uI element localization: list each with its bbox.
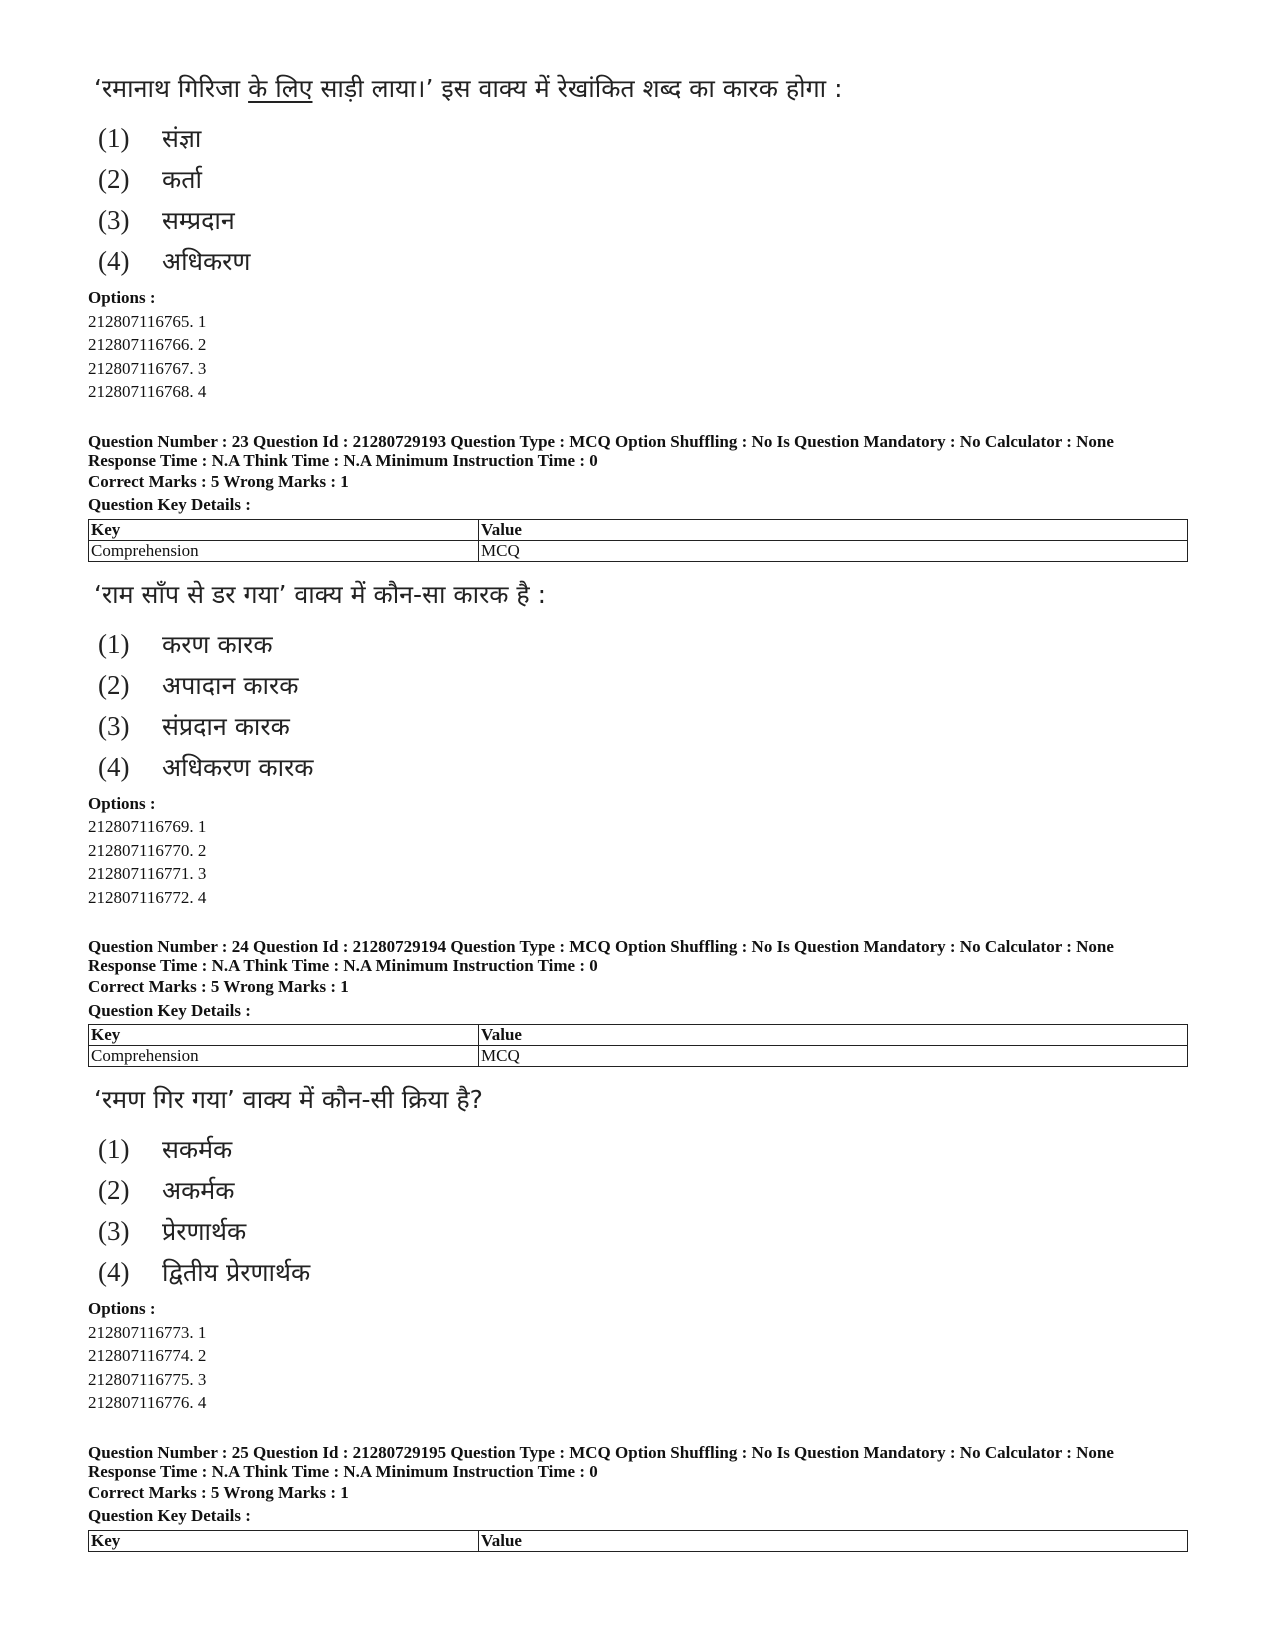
table-header-key: Key	[89, 1025, 479, 1046]
answer-option	[98, 747, 1188, 788]
option-id: 212807116771. 3	[88, 864, 207, 883]
table-cell-value: MCQ	[479, 1046, 1188, 1067]
option-text: करण कारक	[162, 629, 273, 659]
option-text: अधिकरण कारक	[162, 752, 314, 782]
option-text: अकर्मक	[162, 1176, 235, 1205]
answer-option	[98, 706, 1188, 747]
option-text: अपादान कारक	[162, 670, 299, 700]
option-text: संप्रदान कारक	[162, 711, 290, 741]
option-text: सकर्मक	[162, 1135, 233, 1164]
option-number: (2)	[98, 1175, 130, 1205]
key-details-label: Question Key Details :	[88, 1506, 251, 1525]
answer-option	[98, 1252, 1188, 1293]
table-header-value: Value	[479, 1025, 1188, 1046]
option-id: 212807116767. 3	[88, 358, 207, 378]
question-stem: ‘रमण गिर गया’ वाक्य में कौन-सी क्रिया है?	[94, 1085, 483, 1114]
option-id: 212807116772. 4	[88, 887, 207, 907]
option-id: 212807116775. 3	[88, 1369, 207, 1389]
question-stem	[94, 60, 1188, 118]
answer-option	[98, 241, 1188, 282]
option-number: (3)	[98, 710, 130, 741]
options-label: Options :	[88, 793, 156, 813]
option-text: द्वितीय प्रेरणार्थक	[162, 1258, 311, 1287]
option-number: (4)	[98, 1257, 130, 1287]
stem-text: ‘रमानाथ गिरिजा	[94, 74, 249, 103]
options-label: Options :	[88, 288, 156, 307]
answer-option	[98, 624, 1188, 665]
exam-page	[88, 60, 1188, 1556]
question-header: Question Number : 24 Question Id : 21280729194 Question Type : MCQ Option Shuffling : No Is Question Mandatory : No Calculator : None	[88, 937, 1114, 956]
question-timing: Response Time : N.A Think Time : N.A Minimum Instruction Time : 0	[88, 956, 598, 975]
answer-option	[98, 1170, 1188, 1211]
answer-option	[98, 1211, 1188, 1252]
option-number: (2)	[98, 669, 130, 700]
key-details-label: Question Key Details :	[88, 495, 251, 514]
option-number: (3)	[98, 205, 130, 235]
underlined-word: के लिए	[248, 74, 313, 103]
options-label: Options :	[88, 1299, 156, 1318]
question-22	[88, 60, 1188, 404]
question-timing: Response Time : N.A Think Time : N.A Minimum Instruction Time : 0	[88, 1461, 598, 1481]
option-number: (2)	[98, 164, 130, 194]
table-cell-value: MCQ	[479, 540, 1188, 561]
option-id: 212807116774. 2	[88, 1346, 207, 1365]
answer-option	[98, 159, 1188, 200]
question-23	[88, 432, 1188, 910]
option-id: 212807116776. 4	[88, 1393, 207, 1412]
option-number: (4)	[98, 751, 130, 782]
question-25	[88, 1443, 1188, 1552]
key-details-table	[88, 1530, 1188, 1552]
option-text: अधिकरण	[162, 247, 251, 276]
option-number: (1)	[98, 628, 130, 659]
table-header-key: Key	[89, 1530, 479, 1551]
question-stem: ‘राम साँप से डर गया’ वाक्य में कौन-सा कारक है :	[94, 579, 547, 609]
option-id: 212807116766. 2	[88, 335, 207, 354]
option-id: 212807116770. 2	[88, 840, 207, 860]
option-number: (3)	[98, 1216, 130, 1246]
option-id: 212807116769. 1	[88, 817, 207, 836]
option-text: सम्प्रदान	[162, 206, 235, 235]
table-cell-key: Comprehension	[89, 540, 479, 561]
option-number: (1)	[98, 123, 130, 153]
stem-text: साड़ी लाया।’ इस वाक्य में रेखांकित शब्द का कारक होगा :	[312, 74, 843, 103]
question-marks: Correct Marks : 5 Wrong Marks : 1	[88, 977, 349, 996]
option-number: (4)	[98, 246, 130, 276]
answer-option	[98, 1129, 1188, 1170]
question-timing: Response Time : N.A Think Time : N.A Minimum Instruction Time : 0	[88, 450, 598, 470]
option-number: (1)	[98, 1134, 130, 1164]
key-details-table	[88, 519, 1188, 562]
answer-option	[98, 118, 1188, 159]
question-marks: Correct Marks : 5 Wrong Marks : 1	[88, 1482, 349, 1502]
option-text: प्रेरणार्थक	[162, 1217, 247, 1246]
question-24	[88, 937, 1188, 1415]
option-text: कर्ता	[162, 165, 202, 194]
table-header-key: Key	[89, 519, 479, 540]
question-marks: Correct Marks : 5 Wrong Marks : 1	[88, 471, 349, 491]
answer-option	[98, 665, 1188, 706]
answer-option	[98, 200, 1188, 241]
option-text: संज्ञा	[162, 124, 202, 153]
table-header-value: Value	[479, 1530, 1188, 1551]
option-id: 212807116773. 1	[88, 1322, 207, 1342]
table-cell-key: Comprehension	[89, 1046, 479, 1067]
option-id: 212807116765. 1	[88, 311, 207, 331]
key-details-table	[88, 1024, 1188, 1067]
option-id: 212807116768. 4	[88, 382, 207, 401]
key-details-label: Question Key Details :	[88, 1000, 251, 1020]
question-header: Question Number : 25 Question Id : 21280729195 Question Type : MCQ Option Shuffling : No Is Question Mandatory : No Calculator : None	[88, 1442, 1114, 1462]
question-header: Question Number : 23 Question Id : 21280729193 Question Type : MCQ Option Shuffling : No Is Question Mandatory : No Calculator : None	[88, 431, 1114, 451]
table-header-value: Value	[479, 519, 1188, 540]
